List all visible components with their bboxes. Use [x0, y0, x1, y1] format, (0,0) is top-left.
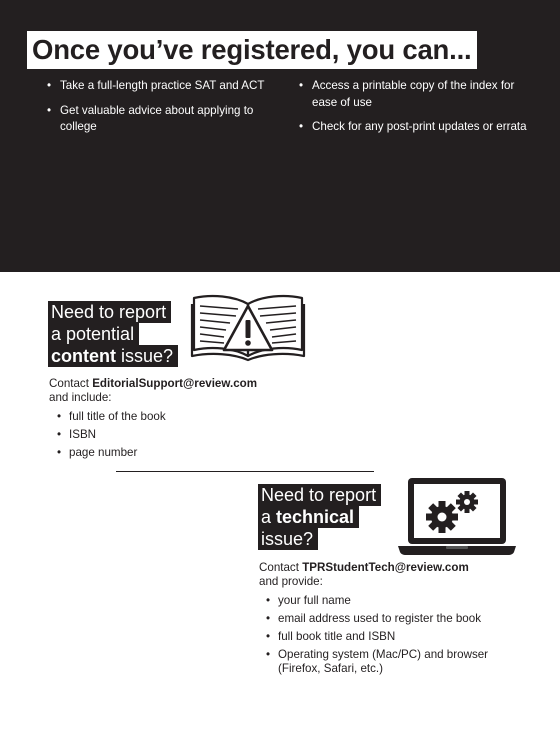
contact-suffix: and include:: [49, 391, 112, 404]
benefits-list-left: [46, 78, 271, 144]
contact-prefix: Contact: [49, 377, 93, 390]
heading-emphasis: technical: [276, 507, 355, 527]
content-issue-heading: [48, 301, 178, 367]
heading-line: [258, 506, 359, 528]
laptop-gears-icon: [398, 476, 516, 556]
benefits-list-right: [298, 78, 530, 144]
content-contact: [49, 377, 257, 405]
benefit-item: • Check for any post-print updates or errata: [298, 119, 530, 136]
content-requirements-list: [55, 410, 255, 464]
heading-text: issue?: [116, 346, 174, 366]
open-book-warning-icon: [190, 292, 306, 362]
registration-banner: [0, 0, 560, 272]
list-item: • full book title and ISBN: [264, 630, 524, 644]
benefit-item: • Access a printable copy of the index for ease of use: [298, 78, 530, 111]
technical-requirements-list: [264, 594, 524, 680]
contact-prefix: Contact: [259, 561, 303, 574]
heading-line: issue?: [258, 528, 318, 550]
list-item: • email address used to register the book: [264, 612, 524, 626]
benefit-item: • Take a full-length practice SAT and ACT: [46, 78, 271, 95]
technical-issue-heading: [258, 484, 381, 550]
list-item: • page number: [55, 446, 255, 460]
heading-text: a: [261, 507, 277, 527]
page-headline: Once you’ve registered, you can...: [27, 31, 477, 69]
editorial-email-link[interactable]: EditorialSupport@review.com: [92, 377, 258, 390]
technical-contact: [259, 561, 469, 589]
heading-emphasis: content: [51, 346, 116, 366]
contact-suffix: and provide:: [259, 575, 323, 588]
heading-line: Need to report: [258, 484, 381, 506]
section-divider: [116, 471, 374, 472]
heading-line: a potential: [48, 323, 139, 345]
benefit-item: • Get valuable advice about applying to college: [46, 103, 271, 136]
list-item: • full title of the book: [55, 410, 255, 424]
list-item: • your full name: [264, 594, 524, 608]
heading-line: [48, 345, 178, 367]
list-item: • Operating system (Mac/PC) and browser (Firefox, Safari, etc.): [264, 648, 524, 676]
list-item: • ISBN: [55, 428, 255, 442]
tech-support-email-link[interactable]: TPRStudentTech@review.com: [302, 561, 469, 574]
heading-line: Need to report: [48, 301, 171, 323]
